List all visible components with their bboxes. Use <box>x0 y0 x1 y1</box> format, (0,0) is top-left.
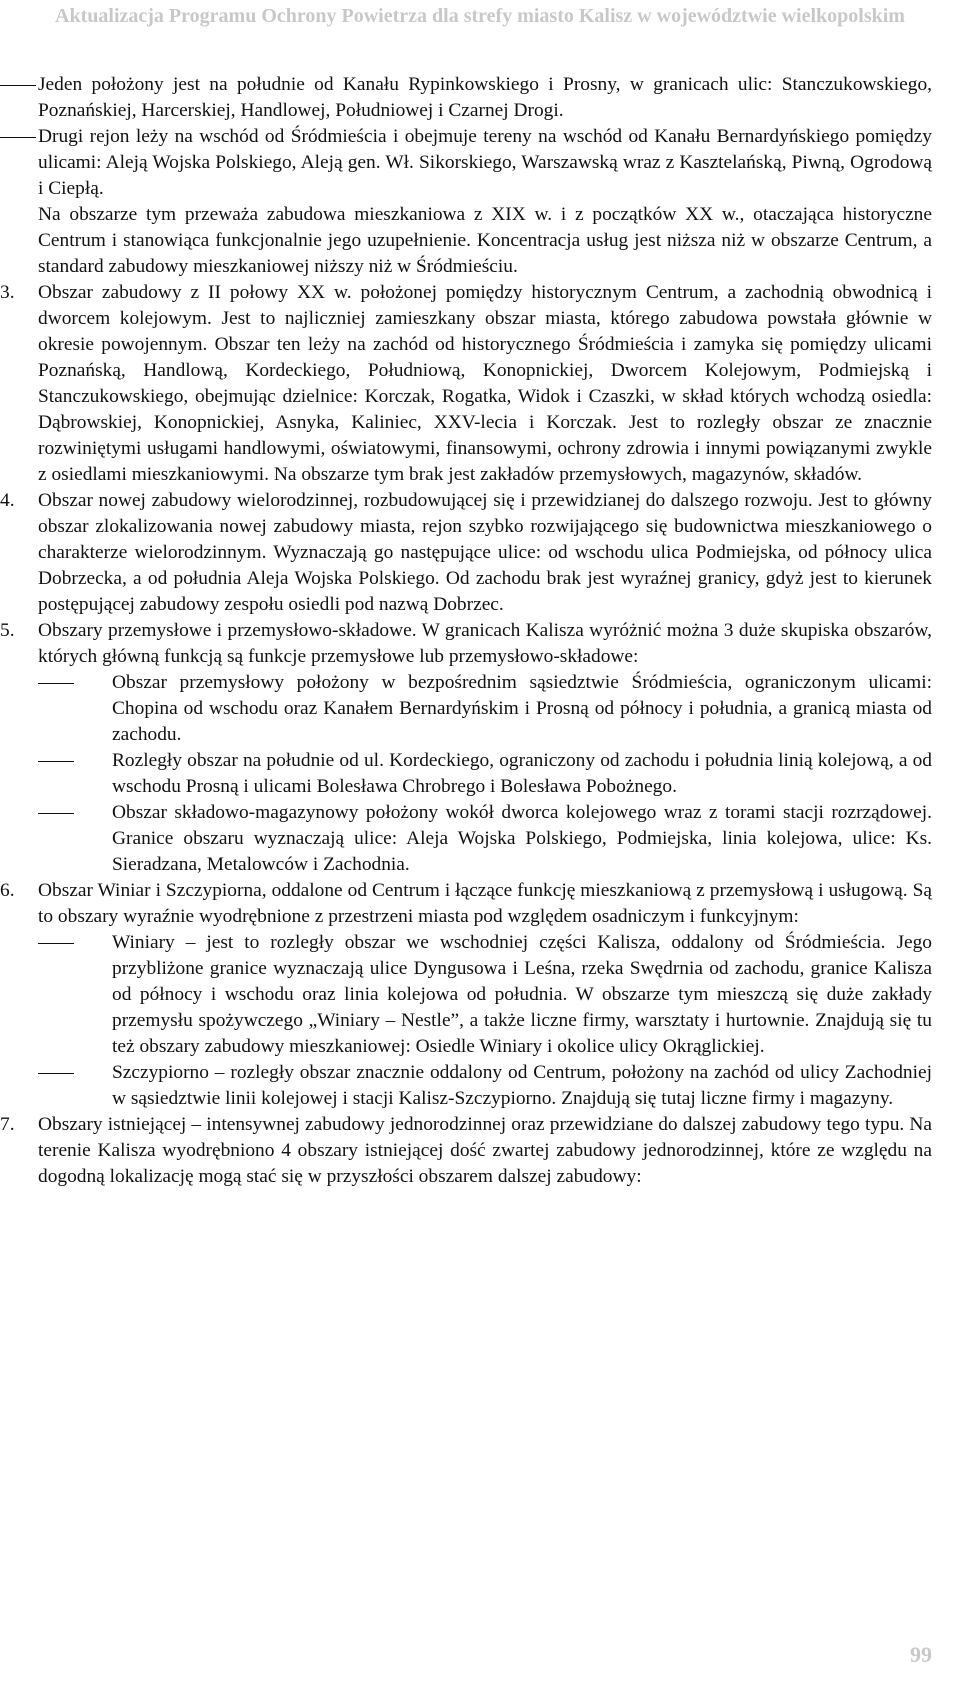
dash-list-item <box>0 124 960 202</box>
dash-bullet <box>38 1060 108 1086</box>
paragraph <box>0 202 960 280</box>
item-number: 3. <box>0 282 15 303</box>
paragraph-text: Na obszarze tym przeważa zabudowa mieszkaniowa z XIX w. i z początków XX w., otaczająca historyczne Centrum i stanowiąca funkcjonalnie jego uzupełnienie. Koncentracja usług jest niższa niż w obszarze Centrum, a standard zabudowy mieszkaniowej niższy niż w Śródmieściu. <box>38 204 932 277</box>
sub-item-text: Szczypiorno – rozległy obszar znacznie oddalony od Centrum, położony na zachód od ulicy Zachodniej w sąsiedztwie linii kolejowej i stacji Kalisz-Szczypiorno. Znajdują się tutaj liczne firmy i magazyny. <box>112 1062 932 1109</box>
sub-item-text: Rozległy obszar na południe od ul. Kordeckiego, ograniczony od zachodu i południa linią kolejową, a od wschodu Prosną i ulicami Bolesława Chrobrego i Bolesława Pobożnego. <box>112 750 932 797</box>
sub-list-item <box>0 748 960 800</box>
sub-item-text: Winiary – jest to rozległy obszar we wschodniej części Kalisza, oddalony od Śródmieścia. Jego przybliżone granice wyznaczają ulice Dyngusowa i Leśna, rzeka Swędrnia od zachodu, granice Kalisza od północy i wschodu oraz linia kolejowa od południa. W obszarze tym mieszczą się duże zakłady przemysłu spożywczego „Winiary – Nestle”, a także liczne firmy, warsztaty i hurtownie. Znajdują się tu też obszary zabudowy mieszkaniowej: Osiedle Winiary i okolice ulicy Okrąglickiej. <box>112 932 932 1057</box>
sub-item-text: Obszar składowo-magazynowy położony wokół dworca kolejowego wraz z torami stacji rozrządowej. Granice obszaru wyznaczają ulice: Aleja Wojska Polskiego, Podmiejska, linia kolejowa, ulice: Ks. Sieradzana, Metalowców i Zachodnia. <box>112 802 932 875</box>
sub-list-item <box>0 800 960 878</box>
sub-list-item <box>0 1060 960 1112</box>
item-number: 6. <box>0 880 15 901</box>
dash-list-item <box>0 72 960 124</box>
page-header <box>20 4 940 28</box>
sub-list-item <box>0 930 960 1060</box>
dash-bullet <box>0 72 36 98</box>
item-text: Obszary istniejącej – intensywnej zabudowy jednorodzinnej oraz przewidziane do dalszej zabudowy tego typu. Na terenie Kalisza wyodrębniono 4 obszary istniejącej dość zwartej zabudowy jednorodzinnej, które ze względu na dogodną lokalizację mogą stać się w przyszłości obszarem dalszej zabudowy: <box>38 1114 932 1187</box>
header-title: Aktualizacja Programu Ochrony Powietrza dla strefy miasto Kalisz w województwie wielkopolskim <box>55 5 905 27</box>
dash-bullet <box>38 670 108 696</box>
dash-item-text: Jeden położony jest na południe od Kanału Rypinkowskiego i Prosny, w granicach ulic: Stanczukowskiego, Poznańskiej, Harcerskiej, Handlowej, Południowej i Czarnej Drogi. <box>38 74 932 121</box>
item-number: 5. <box>0 620 15 641</box>
dash-bullet <box>38 930 108 956</box>
sub-list-item <box>0 670 960 748</box>
item-text: Obszar zabudowy z II połowy XX w. położonej pomiędzy historycznym Centrum, a zachodnią obwodnicą i dworcem kolejowym. Jest to najliczniej zamieszkany obszar miasta, którego zabudowa powstała głównie w okresie powojennym. Obszar ten leży na zachód od historycznego Śródmieścia i zamyka się pomiędzy ulicami Poznańską, Handlową, Kordeckiego, Południową, Konopnickiej, Dworcem Kolejowym, Podmiejską i Stanczukowskiego, obejmując dzielnice: Korczak, Rogatka, Widok i Czaszki, w skład których wchodzą osiedla: Dąbrowskiej, Konopnickiej, Asnyka, Kaliniec, XXV-lecia i Korczak. Jest to rozległy obszar ze znacznie rozwiniętymi usługami handlowymi, oświatowymi, finansowymi, ochrony zdrowia i innymi powiązanymi zwykle z osiedlami mieszkaniowymi. Na obszarze tym brak jest zakładów przemysłowych, magazynów, składów. <box>38 282 932 485</box>
page-number: 99 <box>910 1642 932 1667</box>
dash-item-text: Drugi rejon leży na wschód od Śródmieścia i obejmuje tereny na wschód od Kanału Bernardyńskiego pomiędzy ulicami: Aleją Wojska Polskiego, Aleją gen. Wł. Sikorskiego, Warszawską wraz z Kasztelańską, Piwną, Ogrodową i Ciepłą. <box>38 126 932 199</box>
item-number: 7. <box>0 1114 15 1135</box>
item-text: Obszar Winiar i Szczypiorna, oddalone od Centrum i łączące funkcję mieszkaniową z przemysłową i usługową. Są to obszary wyraźnie wyodrębnione z przestrzeni miasta pod względem osadniczym i funkcyjnym: <box>38 880 932 927</box>
dash-bullet <box>0 124 36 150</box>
sub-item-text: Obszar przemysłowy położony w bezpośrednim sąsiedztwie Śródmieścia, ograniczonym ulicami: Chopina od wschodu oraz Kanałem Bernardyńskim i Prosną od północy i południa, a granicą miasta od zachodu. <box>112 672 932 745</box>
dash-bullet <box>38 800 108 826</box>
item-text: Obszar nowej zabudowy wielorodzinnej, rozbudowującej się i przewidzianej do dalszego rozwoju. Jest to główny obszar zlokalizowania nowej zabudowy miasta, rejon szybko rozwijającego się budownictwa mieszkaniowego o charakterze wielorodzinnym. Wyznaczają go następujące ulice: od wschodu ulica Podmiejska, od północy ulica Dobrzecka, a od południa Aleja Wojska Polskiego. Od zachodu brak jest wyraźnej granicy, gdyż jest to kierunek postępującej zabudowy zespołu osiedli pod nazwą Dobrzec. <box>38 490 932 615</box>
numbered-item <box>0 488 960 618</box>
numbered-item <box>0 280 960 488</box>
numbered-item <box>0 1112 960 1190</box>
item-text: Obszary przemysłowe i przemysłowo-składowe. W granicach Kalisza wyróżnić można 3 duże skupiska obszarów, których główną funkcją są funkcje przemysłowe lub przemysłowo-składowe: <box>38 620 932 667</box>
item-number: 4. <box>0 490 15 511</box>
numbered-item <box>0 878 960 930</box>
numbered-item <box>0 618 960 670</box>
dash-bullet <box>38 748 108 774</box>
document-body <box>0 72 960 1190</box>
